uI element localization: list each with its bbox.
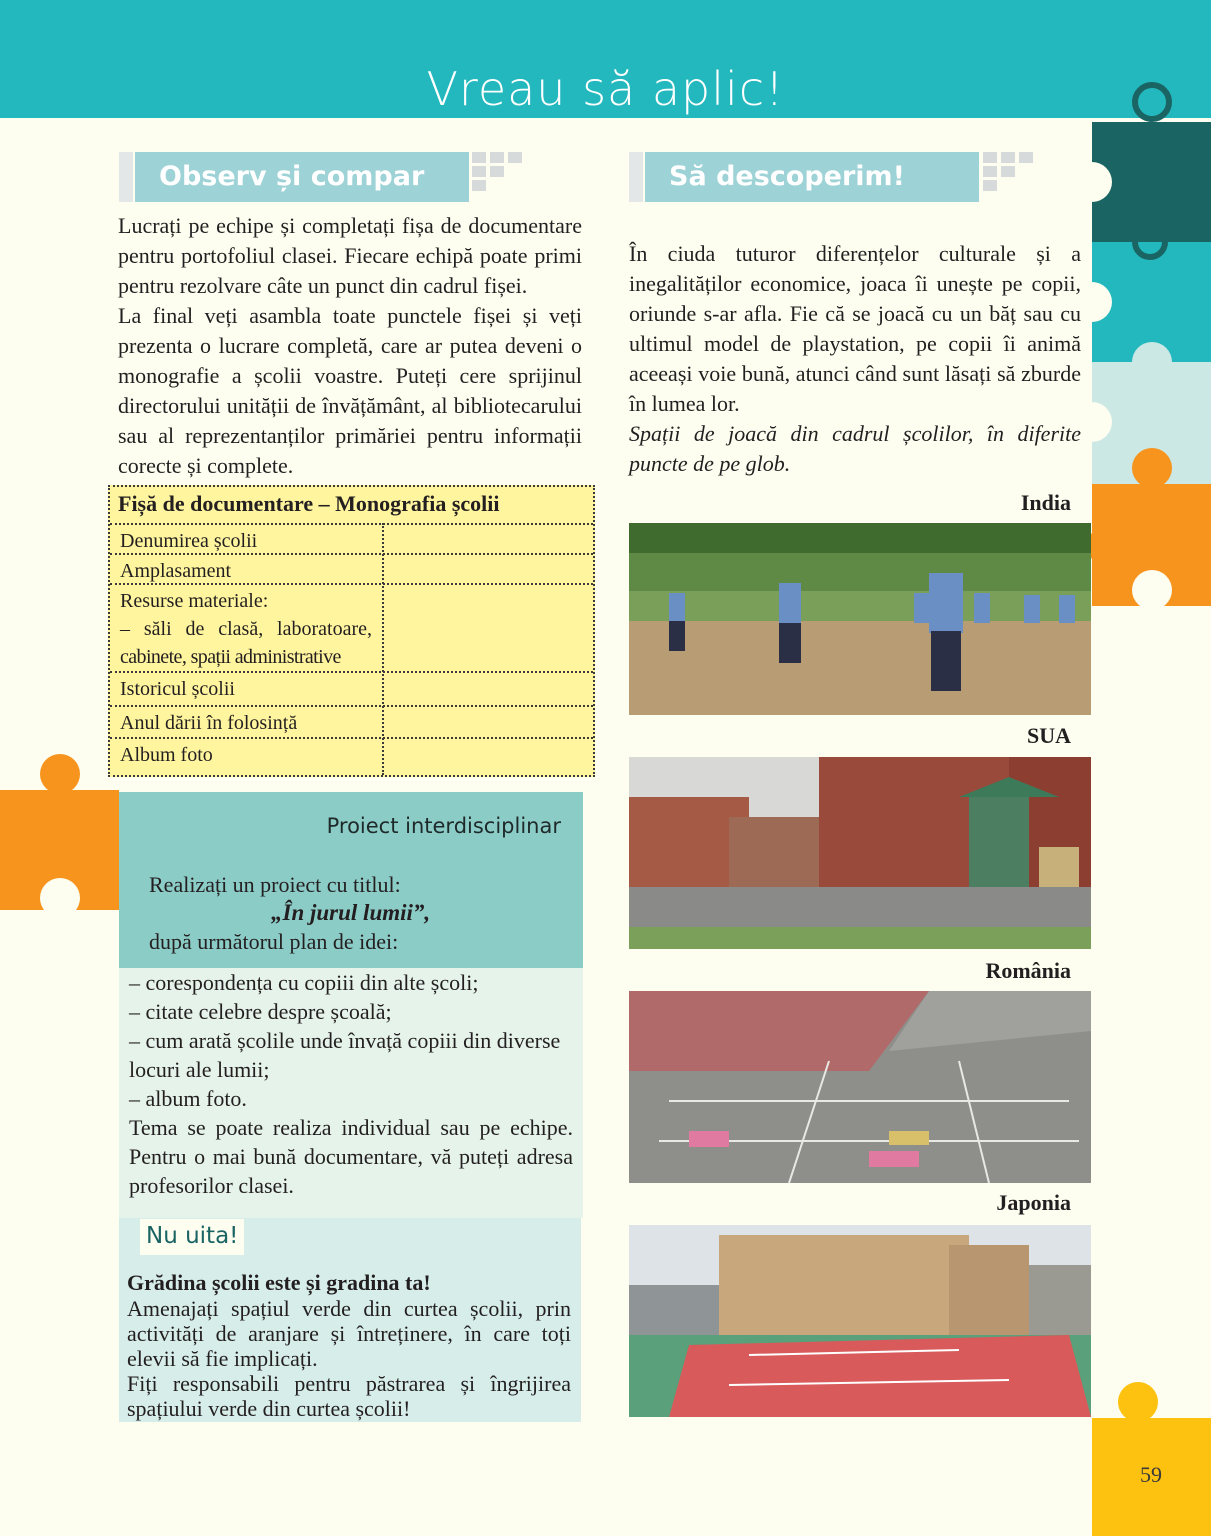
photo-romania	[629, 991, 1091, 1183]
photo-sua	[629, 757, 1091, 949]
caption-romania: România	[985, 958, 1071, 983]
project-line-2: după următorul plan de idei:	[149, 929, 399, 954]
row-label: Anul dării în folosință	[120, 712, 298, 734]
decorative-squares	[983, 152, 1033, 192]
reminder-heading: Grădina școlii este și gradina ta!	[127, 1270, 431, 1295]
section-stripe	[629, 152, 643, 202]
section-stripe	[119, 152, 133, 202]
table-row	[110, 583, 593, 671]
page-title: Vreau să aplic!	[426, 62, 785, 116]
list-item: – citate celebre despre școală;	[129, 999, 392, 1024]
project-header-box	[119, 792, 583, 968]
row-label: Album foto	[120, 744, 213, 766]
reminder-tag: Nu uita!	[140, 1219, 244, 1255]
project-line-1: Realizați un proiect cu titlul:	[149, 872, 401, 897]
intro-paragraph-2: La final veți asambla toate punctele fișei și veți prezenta o lucrare completă, care ar putea deveni o monografie a școlii voastre. Puteți cere sprijinul directorului unității de învățământ, al bibliotecarului sau al reprezentanților primăriei pentru informații corecte și complete.	[118, 303, 582, 478]
section-title-observ: Observ și compar	[135, 152, 469, 202]
caption-sua: SUA	[1026, 723, 1071, 748]
intro-paragraph-1: Lucrați pe echipe și completați fișa de documentare pentru portofoliul clasei. Fiecare echipă poate primi pentru rezolvare câte un punct din cadrul fișei.	[118, 213, 582, 298]
project-title: „În jurul lumii”,	[271, 900, 431, 925]
decorative-squares	[472, 152, 522, 192]
fisa-title: Fișă de documentare – Monografia școlii	[118, 491, 500, 516]
row-label: cabinete, spații administrative	[120, 646, 341, 668]
project-closing: Tema se poate realiza individual sau pe echipe. Pentru o mai bună documentare, vă puteți adresa profesorilor clasei.	[129, 1115, 573, 1198]
table-row	[110, 671, 593, 705]
row-label: Denumirea școlii	[120, 530, 258, 552]
list-item: – cum arată școlile unde învață copiii din diverse locuri ale lumii;	[129, 1028, 561, 1082]
photo-india	[629, 523, 1091, 715]
table-row	[110, 523, 593, 553]
puzzle-piece-orange	[1092, 484, 1211, 606]
caption-japonia: Japonia	[996, 1190, 1071, 1215]
list-item: – corespondența cu copiii din alte școli;	[129, 970, 479, 995]
caption-india: India	[1020, 490, 1071, 515]
section-title-descoperim: Să descoperim!	[645, 152, 979, 202]
puzzle-piece-orange-left	[0, 790, 119, 910]
photo-japonia	[629, 1225, 1091, 1417]
page-number: 59	[1140, 1462, 1162, 1487]
project-list-box	[119, 968, 583, 1218]
row-label: Istoricul școlii	[120, 678, 235, 700]
project-label: Proiect interdisciplinar	[326, 814, 561, 838]
reminder-paragraph-2: Fiți responsabili pentru păstrarea și îngrijirea spațiului verde din curtea școlii!	[127, 1371, 571, 1421]
fisa-documentare-table	[108, 485, 595, 777]
table-row	[110, 705, 593, 737]
right-paragraph: În ciuda tuturor diferențelor culturale și a inegalităților economice, joaca îi unește pe copii, oriunde s-ar afla. Fie că se joacă cu un băț sau cu ultimul model de playstation, pe copii îi animă aceeași voie bună, atunci când sunt lăsați să zburde în lumea lor.	[629, 241, 1081, 416]
row-label: Amplasament	[120, 560, 232, 582]
table-row	[110, 737, 593, 775]
row-label: – săli de clasă, laboratoare,	[120, 618, 372, 640]
row-label: Resurse materiale:	[120, 590, 269, 612]
table-row	[110, 553, 593, 583]
reminder-paragraph-1: Amenajați spațiul verde din curtea școlii, prin activități de aranjare și întreținere, în care toți elevii să fie implicați.	[127, 1296, 571, 1371]
right-italic-caption: Spații de joacă din cadrul școlilor, în diferite puncte de pe glob.	[629, 421, 1081, 476]
list-item: – album foto.	[129, 1086, 247, 1111]
